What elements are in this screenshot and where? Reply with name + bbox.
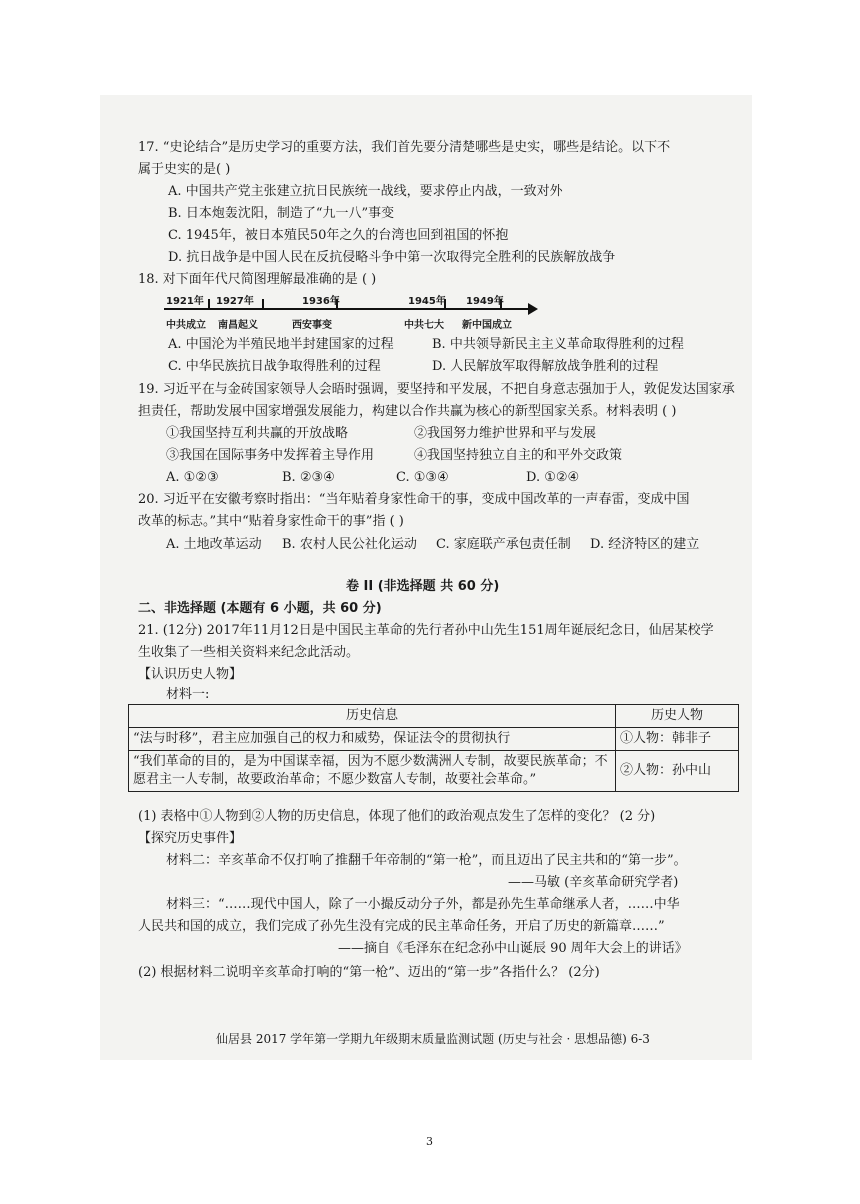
timeline-year: 1936年: [302, 296, 340, 307]
q21-material2-source: ——马敏 (辛亥革命研究学者): [508, 875, 679, 890]
q21-material1-label: 材料一:: [166, 687, 210, 702]
timeline-tick: [262, 299, 264, 309]
q20-option-a: A. 土地改革运动: [166, 537, 262, 552]
q21-intro-line2: 生收集了一些相关资料来纪念此活动。: [138, 645, 360, 660]
part2-title: 卷 II (非选择题 共 60 分): [346, 579, 500, 594]
timeline-event: 西安事变: [292, 320, 332, 331]
q21-part1-heading: 【认识历史人物】: [138, 667, 243, 682]
timeline-axis: [164, 308, 530, 310]
q18-option-b: B. 中共领导新民主主义革命取得胜利的过程: [432, 337, 684, 352]
table-header: 历史人物: [616, 705, 739, 728]
q21-question1: (1) 表格中①人物到②人物的历史信息，体现了他们的政治观点发生了怎样的变化？ (2 分): [138, 809, 656, 824]
q20-option-d: D. 经济特区的建立: [590, 537, 700, 552]
q18-stem: 18. 对下面年代尺简图理解最准确的是 ( ): [138, 272, 377, 287]
timeline-event: 南昌起义: [218, 320, 258, 331]
q20-stem-line1: 20. 习近平在安徽考察时指出：“当年贴着身家性命干的事，变成中国改革的一声春雷，变成中国: [138, 492, 690, 507]
table-header: 历史信息: [129, 705, 616, 728]
q21-question2: (2) 根据材料二说明辛亥革命打响的“第一枪”、迈出的“第一步”各指什么？ (2分): [138, 965, 600, 980]
q21-part2-heading: 【探究历史事件】: [138, 831, 243, 846]
table-cell-person: ①人物：韩非子: [616, 728, 739, 751]
q17-option-c: C. 1945年，被日本殖民50年之久的台湾也回到祖国的怀抱: [168, 228, 509, 243]
timeline-tick: [208, 299, 210, 309]
q18-option-d: D. 人民解放军取得解放战争胜利的过程: [432, 359, 659, 374]
q20-option-c: C. 家庭联产承包责任制: [436, 537, 571, 552]
q17-option-b: B. 日本炮轰沈阳，制造了“九一八”事变: [168, 206, 395, 221]
q21-material3-line1: 材料三：“……现代中国人，除了一小撮反动分子外，都是孙先生革命继承人者，……中华: [166, 897, 680, 912]
table-cell-person: ②人物：孙中山: [616, 751, 739, 792]
timeline-arrow: [528, 303, 538, 315]
timeline-year: 1921年: [166, 296, 204, 307]
q17-option-a: A. 中国共产党主张建立抗日民族统一战线，要求停止内战，一致对外: [168, 184, 563, 199]
q19-statement: ①我国坚持互利共赢的开放战略: [166, 426, 349, 441]
page-footer: 仙居县 2017 学年第一学期九年级期末质量监测试题 (历史与社会 · 思想品德) 6-3: [216, 1032, 650, 1046]
q19-statement: ②我国努力维护世界和平与发展: [414, 426, 597, 441]
q18-option-c: C. 中华民族抗日战争取得胜利的过程: [168, 359, 381, 374]
table-row: [129, 728, 739, 751]
timeline-event: 新中国成立: [462, 320, 512, 331]
q19-option-a: A. ①②③: [166, 470, 219, 485]
q19-statement: ④我国坚持独立自主的和平外交政策: [414, 448, 623, 463]
timeline-year: 1927年: [216, 296, 254, 307]
q21-material3-source: ——摘自《毛泽东在纪念孙中山诞辰 90 周年大会上的讲话》: [338, 941, 688, 956]
q21-material3-line2: 人民共和国的成立，我们完成了孙先生没有完成的民主革命任务，开启了历史的新篇章……”: [138, 919, 665, 934]
q20-option-b: B. 农村人民公社化运动: [282, 537, 417, 552]
q17-option-d: D. 抗日战争是中国人民在反抗侵略斗争中第一次取得完全胜利的民族解放战争: [168, 250, 616, 265]
q17-stem-line1: 17. “史论结合”是历史学习的重要方法，我们首先要分清楚哪些是史实，哪些是结论。以下不: [138, 140, 671, 155]
q19-statement: ③我国在国际事务中发挥着主导作用: [166, 448, 375, 463]
history-table: [128, 704, 739, 792]
section-heading: 二、非选择题 (本题有 6 小题，共 60 分): [138, 601, 382, 616]
q19-option-b: B. ②③④: [282, 470, 335, 485]
table-cell-info: “我们革命的目的，是为中国谋幸福，因为不愿少数满洲人专制，故要民族革命；不愿君主一人专制，故要政治革命；不愿少数富人专制，故要社会革命。”: [129, 751, 616, 792]
q19-option-c: C. ①③④: [396, 470, 449, 485]
q21-intro-line1: 21. (12分) 2017年11月12日是中国民主革命的先行者孙中山先生151周年诞辰纪念日，仙居某校学: [138, 623, 714, 638]
timeline-year: 1949年: [466, 296, 504, 307]
timeline-event: 中共七大: [404, 320, 444, 331]
timeline-event: 中共成立: [166, 320, 206, 331]
timeline-year: 1945年: [408, 296, 446, 307]
q21-material2: 材料二：辛亥革命不仅打响了推翻千年帝制的“第一枪”，而且迈出了民主共和的“第一步”。: [166, 853, 687, 868]
page-number: 3: [426, 1135, 433, 1148]
table-header-row: [129, 705, 739, 728]
q19-option-d: D. ①②④: [526, 470, 580, 485]
q18-option-a: A. 中国沦为半殖民地半封建国家的过程: [168, 337, 394, 352]
table-row: [129, 751, 739, 792]
table-cell-info: “法与时移”，君主应加强自己的权力和威势，保证法令的贯彻执行: [129, 728, 616, 751]
q19-stem-line1: 19. 习近平在与金砖国家领导人会晤时强调，要坚持和平发展，不把自身意志强加于人，敦促发达国家承: [138, 382, 735, 397]
q19-stem-line2: 担责任，帮助发展中国家增强发展能力，构建以合作共赢为核心的新型国家关系。材料表明 ( ): [138, 404, 677, 419]
q20-stem-line2: 改革的标志。”其中“贴着身家性命干的事”指 ( ): [138, 514, 404, 529]
q17-stem-line2: 属于史实的是( ): [138, 162, 231, 177]
